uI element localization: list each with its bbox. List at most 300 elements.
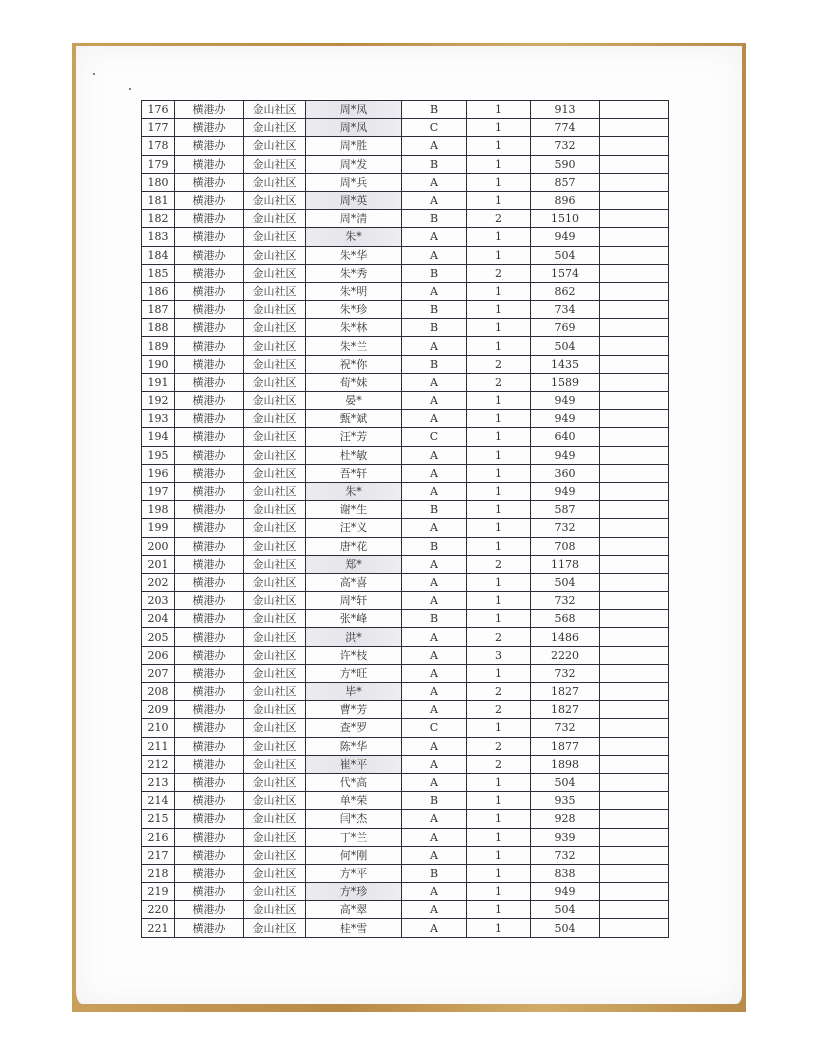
note-cell [600,737,669,755]
amount-cell: 913 [531,101,600,119]
table-row [142,846,669,864]
count-cell: 1 [467,883,531,901]
community-cell: 金山社区 [244,428,306,446]
note-cell [600,337,669,355]
office-cell: 横港办 [175,901,244,919]
table-row [142,683,669,701]
row-number: 209 [142,701,175,719]
name-cell: 代*高 [306,773,402,791]
office-cell: 横港办 [175,883,244,901]
amount-cell: 504 [531,573,600,591]
amount-cell: 504 [531,246,600,264]
community-cell: 金山社区 [244,573,306,591]
name-cell: 汪*芳 [306,428,402,446]
category-cell: A [402,737,467,755]
community-cell: 金山社区 [244,646,306,664]
name-cell: 周*兵 [306,173,402,191]
office-cell: 横港办 [175,482,244,500]
community-cell: 金山社区 [244,628,306,646]
count-cell: 2 [467,355,531,373]
count-cell: 1 [467,501,531,519]
table-row [142,228,669,246]
community-cell: 金山社区 [244,337,306,355]
category-cell: B [402,101,467,119]
row-number: 178 [142,137,175,155]
count-cell: 1 [467,246,531,264]
office-cell: 横港办 [175,683,244,701]
table-row [142,610,669,628]
category-cell: A [402,773,467,791]
table-row [142,355,669,373]
name-cell: 毕* [306,683,402,701]
row-number: 194 [142,428,175,446]
row-number: 216 [142,828,175,846]
count-cell: 2 [467,737,531,755]
name-cell: 何*刚 [306,846,402,864]
name-cell: 周*清 [306,210,402,228]
amount-cell: 1486 [531,628,600,646]
community-cell: 金山社区 [244,664,306,682]
office-cell: 横港办 [175,792,244,810]
paper-speck [93,73,95,75]
community-cell: 金山社区 [244,246,306,264]
community-cell: 金山社区 [244,191,306,209]
amount-cell: 2220 [531,646,600,664]
amount-cell: 838 [531,864,600,882]
note-cell [600,428,669,446]
community-cell: 金山社区 [244,228,306,246]
category-cell: A [402,446,467,464]
count-cell: 2 [467,373,531,391]
amount-cell: 928 [531,810,600,828]
amount-cell: 708 [531,537,600,555]
count-cell: 2 [467,755,531,773]
community-cell: 金山社区 [244,683,306,701]
category-cell: B [402,301,467,319]
table-row [142,210,669,228]
row-number: 202 [142,573,175,591]
amount-cell: 1178 [531,555,600,573]
row-number: 191 [142,373,175,391]
office-cell: 横港办 [175,319,244,337]
row-number: 192 [142,392,175,410]
name-cell: 周*胜 [306,137,402,155]
community-cell: 金山社区 [244,264,306,282]
note-cell [600,501,669,519]
name-cell: 周*发 [306,155,402,173]
amount-cell: 587 [531,501,600,519]
name-cell: 高*喜 [306,573,402,591]
name-cell: 朱*秀 [306,264,402,282]
office-cell: 横港办 [175,337,244,355]
category-cell: A [402,246,467,264]
name-cell: 朱*华 [306,246,402,264]
count-cell: 1 [467,901,531,919]
community-cell: 金山社区 [244,101,306,119]
office-cell: 横港办 [175,610,244,628]
office-cell: 横港办 [175,210,244,228]
note-cell [600,664,669,682]
office-cell: 横港办 [175,355,244,373]
count-cell: 1 [467,610,531,628]
office-cell: 横港办 [175,628,244,646]
note-cell [600,901,669,919]
office-cell: 横港办 [175,191,244,209]
count-cell: 1 [467,337,531,355]
roster-table [141,100,669,938]
note-cell [600,282,669,300]
row-number: 201 [142,555,175,573]
community-cell: 金山社区 [244,355,306,373]
name-cell: 荀*妹 [306,373,402,391]
community-cell: 金山社区 [244,555,306,573]
count-cell: 1 [467,664,531,682]
row-number: 198 [142,501,175,519]
table-row [142,119,669,137]
category-cell: A [402,573,467,591]
office-cell: 横港办 [175,719,244,737]
category-cell: A [402,410,467,428]
note-cell [600,810,669,828]
count-cell: 1 [467,482,531,500]
amount-cell: 360 [531,464,600,482]
office-cell: 横港办 [175,537,244,555]
office-cell: 横港办 [175,173,244,191]
name-cell: 闫*杰 [306,810,402,828]
amount-cell: 949 [531,392,600,410]
office-cell: 横港办 [175,228,244,246]
name-cell: 洪* [306,628,402,646]
note-cell [600,864,669,882]
row-number: 186 [142,282,175,300]
note-cell [600,246,669,264]
category-cell: A [402,683,467,701]
count-cell: 1 [467,446,531,464]
table-row [142,482,669,500]
amount-cell: 504 [531,773,600,791]
category-cell: A [402,137,467,155]
community-cell: 金山社区 [244,373,306,391]
table-row [142,864,669,882]
table-row [142,173,669,191]
category-cell: A [402,701,467,719]
row-number: 221 [142,919,175,937]
name-cell: 周*英 [306,191,402,209]
name-cell: 丁*兰 [306,828,402,846]
row-number: 204 [142,610,175,628]
office-cell: 横港办 [175,446,244,464]
table-row [142,191,669,209]
table-row [142,373,669,391]
name-cell: 朱* [306,228,402,246]
name-cell: 崔*平 [306,755,402,773]
table-row [142,446,669,464]
table-row [142,137,669,155]
count-cell: 1 [467,301,531,319]
row-number: 177 [142,119,175,137]
name-cell: 谢*生 [306,501,402,519]
note-cell [600,792,669,810]
note-cell [600,573,669,591]
community-cell: 金山社区 [244,719,306,737]
note-cell [600,555,669,573]
community-cell: 金山社区 [244,482,306,500]
office-cell: 横港办 [175,246,244,264]
row-number: 182 [142,210,175,228]
count-cell: 1 [467,828,531,846]
count-cell: 1 [467,519,531,537]
office-cell: 横港办 [175,464,244,482]
amount-cell: 1827 [531,683,600,701]
office-cell: 横港办 [175,519,244,537]
amount-cell: 857 [531,173,600,191]
name-cell: 晏* [306,392,402,410]
note-cell [600,392,669,410]
category-cell: A [402,228,467,246]
row-number: 214 [142,792,175,810]
note-cell [600,683,669,701]
office-cell: 横港办 [175,828,244,846]
row-number: 183 [142,228,175,246]
row-number: 205 [142,628,175,646]
amount-cell: 1574 [531,264,600,282]
community-cell: 金山社区 [244,737,306,755]
amount-cell: 734 [531,301,600,319]
name-cell: 方*旺 [306,664,402,682]
category-cell: A [402,755,467,773]
community-cell: 金山社区 [244,792,306,810]
amount-cell: 949 [531,410,600,428]
table-row [142,155,669,173]
note-cell [600,446,669,464]
category-cell: B [402,792,467,810]
note-cell [600,701,669,719]
count-cell: 1 [467,410,531,428]
note-cell [600,482,669,500]
row-number: 213 [142,773,175,791]
office-cell: 横港办 [175,573,244,591]
table-row [142,264,669,282]
table-row [142,337,669,355]
note-cell [600,919,669,937]
category-cell: B [402,319,467,337]
row-number: 219 [142,883,175,901]
name-cell: 陈*华 [306,737,402,755]
amount-cell: 640 [531,428,600,446]
table-row [142,555,669,573]
office-cell: 横港办 [175,101,244,119]
category-cell: A [402,173,467,191]
table-row [142,664,669,682]
category-cell: B [402,155,467,173]
name-cell: 郑* [306,555,402,573]
office-cell: 横港办 [175,301,244,319]
community-cell: 金山社区 [244,883,306,901]
note-cell [600,228,669,246]
category-cell: A [402,191,467,209]
note-cell [600,119,669,137]
note-cell [600,883,669,901]
category-cell: A [402,919,467,937]
office-cell: 横港办 [175,501,244,519]
name-cell: 吾*轩 [306,464,402,482]
category-cell: A [402,628,467,646]
note-cell [600,137,669,155]
amount-cell: 935 [531,792,600,810]
category-cell: A [402,519,467,537]
community-cell: 金山社区 [244,501,306,519]
category-cell: B [402,355,467,373]
count-cell: 1 [467,792,531,810]
office-cell: 横港办 [175,701,244,719]
amount-cell: 949 [531,228,600,246]
note-cell [600,173,669,191]
table-row [142,301,669,319]
amount-cell: 774 [531,119,600,137]
row-number: 211 [142,737,175,755]
name-cell: 方*平 [306,864,402,882]
community-cell: 金山社区 [244,592,306,610]
name-cell: 查*罗 [306,719,402,737]
count-cell: 1 [467,228,531,246]
amount-cell: 1898 [531,755,600,773]
community-cell: 金山社区 [244,210,306,228]
amount-cell: 1589 [531,373,600,391]
table-row [142,537,669,555]
count-cell: 2 [467,701,531,719]
count-cell: 1 [467,846,531,864]
amount-cell: 949 [531,446,600,464]
row-number: 185 [142,264,175,282]
community-cell: 金山社区 [244,519,306,537]
community-cell: 金山社区 [244,901,306,919]
community-cell: 金山社区 [244,446,306,464]
community-cell: 金山社区 [244,301,306,319]
table-row [142,810,669,828]
office-cell: 横港办 [175,664,244,682]
amount-cell: 949 [531,883,600,901]
office-cell: 横港办 [175,810,244,828]
table-row [142,883,669,901]
row-number: 196 [142,464,175,482]
name-cell: 祝*你 [306,355,402,373]
category-cell: B [402,501,467,519]
community-cell: 金山社区 [244,392,306,410]
office-cell: 横港办 [175,264,244,282]
name-cell: 唐*花 [306,537,402,555]
row-number: 187 [142,301,175,319]
amount-cell: 568 [531,610,600,628]
community-cell: 金山社区 [244,773,306,791]
row-number: 188 [142,319,175,337]
category-cell: B [402,864,467,882]
count-cell: 2 [467,555,531,573]
note-cell [600,264,669,282]
count-cell: 1 [467,537,531,555]
name-cell: 朱*兰 [306,337,402,355]
office-cell: 横港办 [175,373,244,391]
row-number: 189 [142,337,175,355]
row-number: 220 [142,901,175,919]
community-cell: 金山社区 [244,755,306,773]
name-cell: 桂*雪 [306,919,402,937]
name-cell: 朱*林 [306,319,402,337]
category-cell: C [402,428,467,446]
count-cell: 1 [467,137,531,155]
table-row [142,646,669,664]
table-row [142,428,669,446]
amount-cell: 939 [531,828,600,846]
category-cell: A [402,464,467,482]
name-cell: 杜*敏 [306,446,402,464]
office-cell: 横港办 [175,410,244,428]
community-cell: 金山社区 [244,155,306,173]
count-cell: 1 [467,155,531,173]
community-cell: 金山社区 [244,464,306,482]
amount-cell: 949 [531,482,600,500]
row-number: 215 [142,810,175,828]
name-cell: 曹*芳 [306,701,402,719]
count-cell: 1 [467,592,531,610]
row-number: 180 [142,173,175,191]
category-cell: A [402,883,467,901]
office-cell: 横港办 [175,282,244,300]
community-cell: 金山社区 [244,410,306,428]
row-number: 195 [142,446,175,464]
office-cell: 横港办 [175,392,244,410]
roster-table-body [142,101,669,938]
table-row [142,519,669,537]
name-cell: 甄*斌 [306,410,402,428]
count-cell: 2 [467,683,531,701]
name-cell: 张*峰 [306,610,402,628]
amount-cell: 732 [531,664,600,682]
row-number: 206 [142,646,175,664]
note-cell [600,755,669,773]
row-number: 200 [142,537,175,555]
amount-cell: 732 [531,592,600,610]
note-cell [600,101,669,119]
table-row [142,901,669,919]
count-cell: 1 [467,810,531,828]
note-cell [600,410,669,428]
name-cell: 汪*义 [306,519,402,537]
count-cell: 1 [467,173,531,191]
category-cell: B [402,610,467,628]
amount-cell: 732 [531,719,600,737]
row-number: 179 [142,155,175,173]
table-row [142,246,669,264]
community-cell: 金山社区 [244,810,306,828]
name-cell: 许*枝 [306,646,402,664]
amount-cell: 590 [531,155,600,173]
count-cell: 1 [467,464,531,482]
row-number: 184 [142,246,175,264]
row-number: 218 [142,864,175,882]
row-number: 197 [142,482,175,500]
community-cell: 金山社区 [244,864,306,882]
community-cell: 金山社区 [244,319,306,337]
count-cell: 2 [467,210,531,228]
table-row [142,101,669,119]
note-cell [600,610,669,628]
note-cell [600,719,669,737]
office-cell: 横港办 [175,755,244,773]
name-cell: 周*凤 [306,119,402,137]
category-cell: A [402,282,467,300]
name-cell: 朱*珍 [306,301,402,319]
category-cell: A [402,337,467,355]
